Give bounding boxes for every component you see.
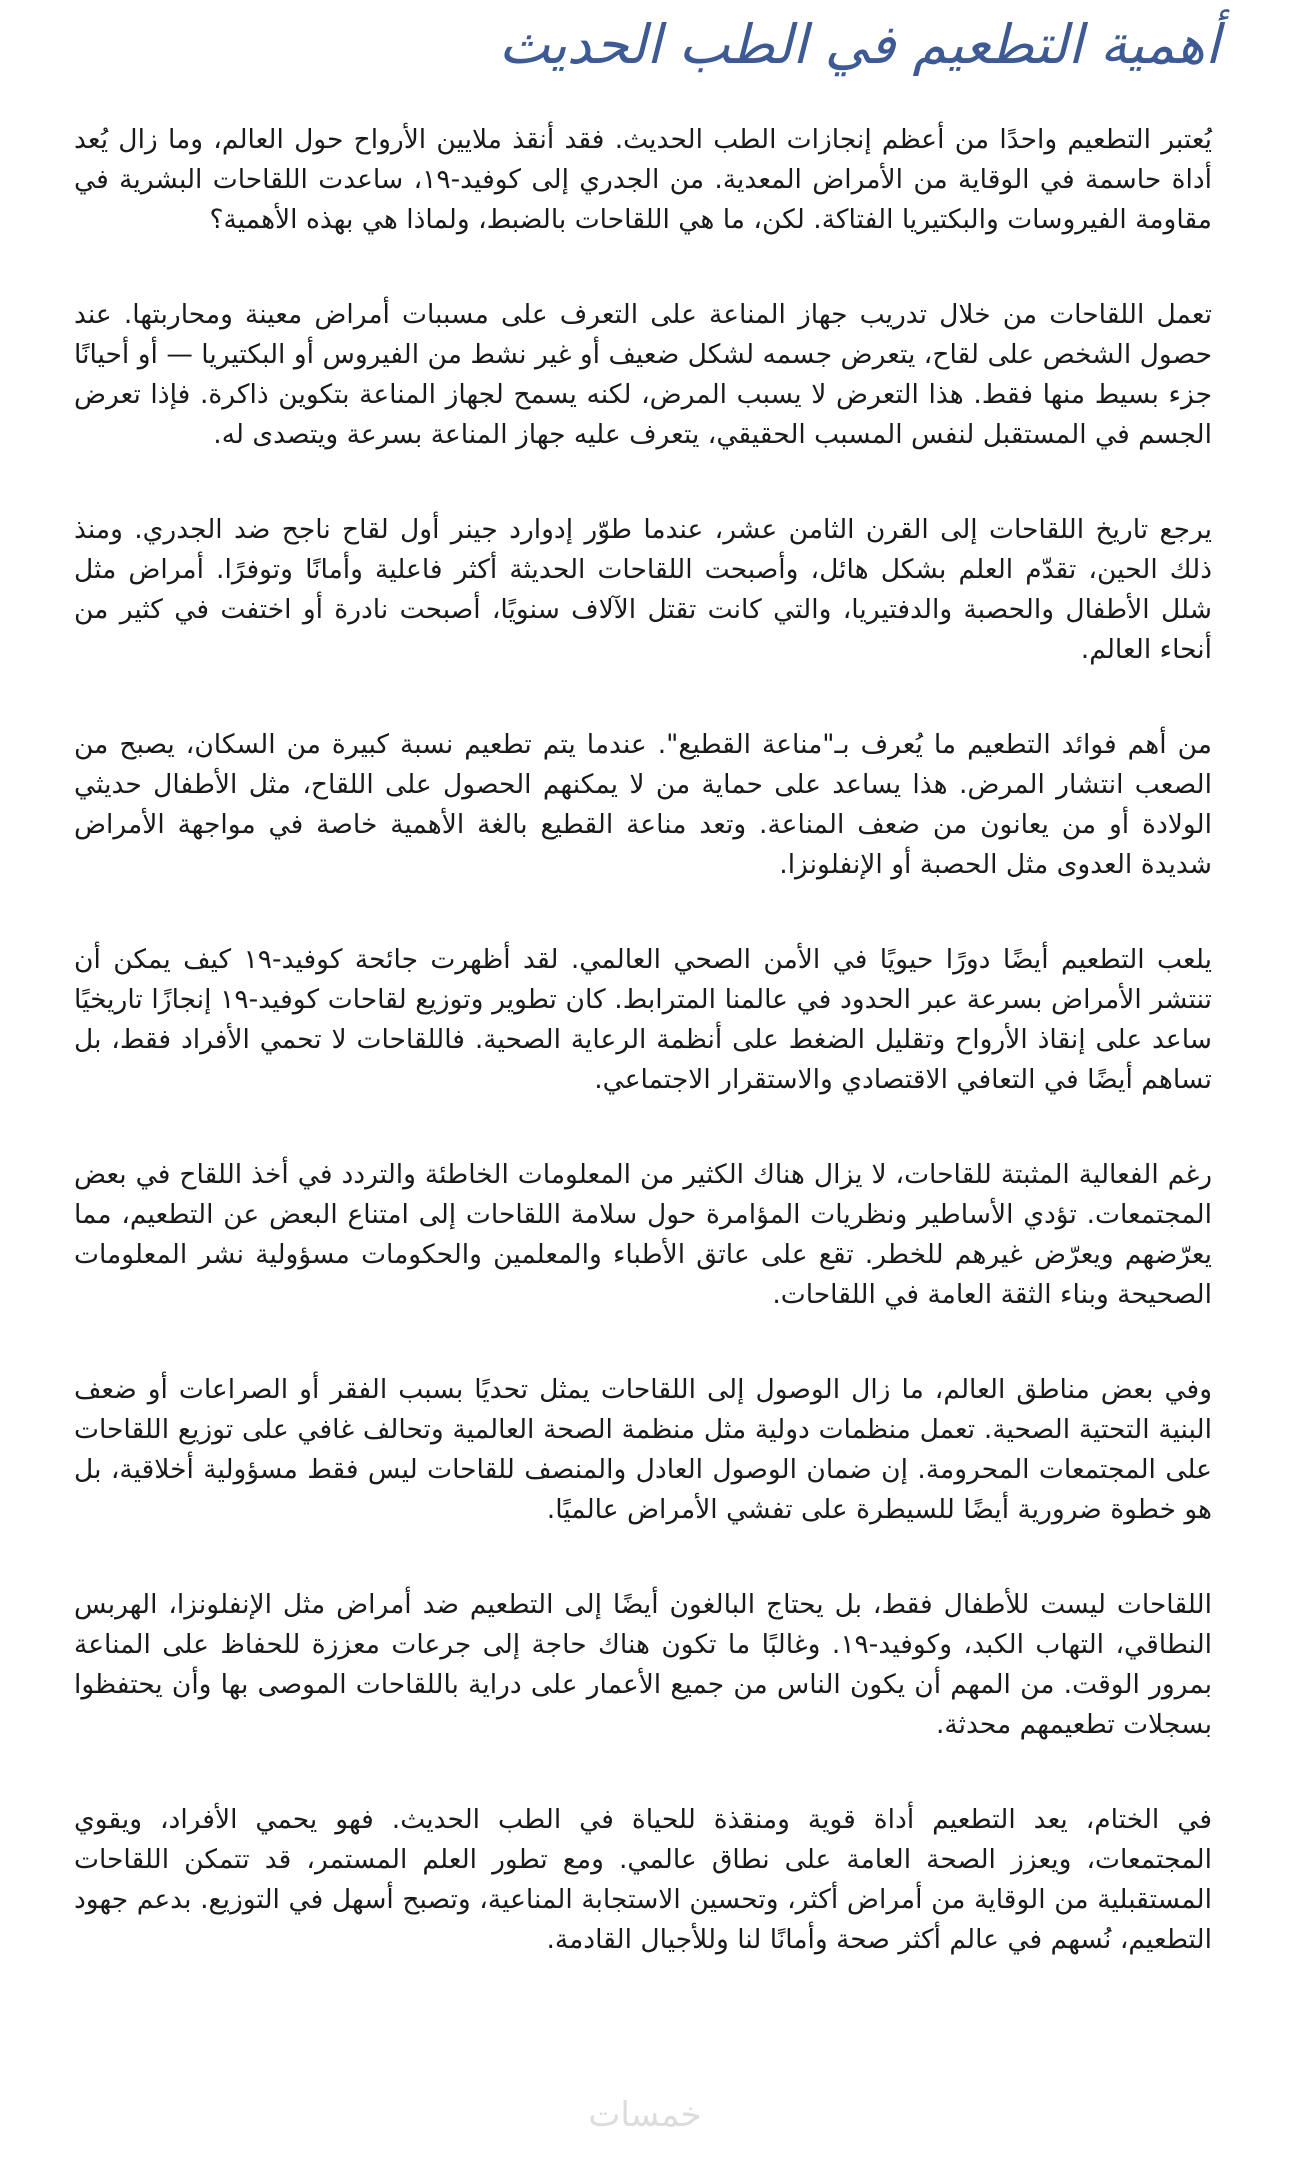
- paragraph-intro: يُعتبر التطعيم واحدًا من أعظم إنجازات الطب الحديث. فقد أنقذ ملايين الأرواح حول العالم، وما زال يُعد أداة حاسمة في الوقاية من الأمراض المعدية. من الجدري إلى كوفيد-١٩، ساعدت اللقاحات البشرية في مقاومة الفيروسات والبكتيريا الفتاكة. لكن، ما هي اللقاحات بالضبط، ولماذا هي بهذه الأهمية؟: [74, 124, 1212, 235]
- paragraph-history: يرجع تاريخ اللقاحات إلى القرن الثامن عشر، عندما طوّر إدوارد جينر أول لقاح ناجح ضد الجدري. ومنذ ذلك الحين، تقدّم العلم بشكل هائل، وأصبحت اللقاحات الحديثة أكثر فاعلية وأمانًا وتوفرًا. أمراض مثل شلل الأطفال والحصبة والدفتيريا، والتي كانت تقتل الآلاف سنويًا، أصبحت نادرة أو اختفت في كثير من أنحاء العالم.: [74, 514, 1212, 665]
- paragraph-conclusion: في الختام، يعد التطعيم أداة قوية ومنقذة للحياة في الطب الحديث. فهو يحمي الأفراد، ويقوي المجتمعات، ويعزز الصحة العامة على نطاق عالمي. ومع تطور العلم المستمر، قد تتمكن اللقاحات المستقبلية من الوقاية من أمراض أكثر، وتحسين الاستجابة المناعية، وتصبح أسهل في التوزيع. بدعم جهود التطعيم، نُسهم في عالم أكثر صحة وأمانًا لنا وللأجيال القادمة.: [74, 1804, 1212, 1955]
- article-body: [74, 120, 1212, 2015]
- page-title: أهمية التطعيم في الطب الحديث: [498, 13, 1220, 76]
- paragraph-global-health-security: يلعب التطعيم أيضًا دورًا حيويًا في الأمن الصحي العالمي. لقد أظهرت جائحة كوفيد-١٩ كيف يمكن أن تنتشر الأمراض بسرعة عبر الحدود في عالمنا المترابط. كان تطوير وتوزيع لقاحات كوفيد-١٩ إنجازًا تاريخيًا ساعد على إنقاذ الأرواح وتقليل الضغط على أنظمة الرعاية الصحية. فاللقاحات لا تحمي الأفراد فقط، بل تساهم أيضًا في التعافي الاقتصادي والاستقرار الاجتماعي.: [74, 944, 1212, 1095]
- paragraph-misinformation: رغم الفعالية المثبتة للقاحات، لا يزال هناك الكثير من المعلومات الخاطئة والتردد في أخذ اللقاح في بعض المجتمعات. تؤدي الأساطير ونظريات المؤامرة حول سلامة اللقاحات إلى امتناع البعض عن التطعيم، مما يعرّضهم ويعرّض غيرهم للخطر. تقع على عاتق الأطباء والمعلمين والحكومات مسؤولية نشر المعلومات الصحيحة وبناء الثقة العامة في اللقاحات.: [74, 1159, 1212, 1310]
- paragraph-how-vaccines-work: تعمل اللقاحات من خلال تدريب جهاز المناعة على التعرف على مسببات أمراض معينة ومحاربتها. عند حصول الشخص على لقاح، يتعرض جسمه لشكل ضعيف أو غير نشط من الفيروس أو البكتيريا — أو أحيانًا جزء بسيط منها فقط. هذا التعرض لا يسبب المرض، لكنه يسمح لجهاز المناعة بتكوين ذاكرة. فإذا تعرض الجسم في المستقبل لنفس المسبب الحقيقي، يتعرف عليه جهاز المناعة بسرعة ويتصدى له.: [74, 299, 1212, 450]
- paragraph-herd-immunity: من أهم فوائد التطعيم ما يُعرف بـ"مناعة القطيع". عندما يتم تطعيم نسبة كبيرة من السكان، يصبح من الصعب انتشار المرض. هذا يساعد على حماية من لا يمكنهم الحصول على اللقاح، مثل الأطفال حديثي الولادة أو من يعانون من ضعف المناعة. وتعد مناعة القطيع بالغة الأهمية خاصة في مواجهة الأمراض شديدة العدوى مثل الحصبة أو الإنفلونزا.: [74, 729, 1212, 880]
- paragraph-adults: اللقاحات ليست للأطفال فقط، بل يحتاج البالغون أيضًا إلى التطعيم ضد أمراض مثل الإنفلونزا، الهربس النطاقي، التهاب الكبد، وكوفيد-١٩. وغالبًا ما تكون هناك حاجة إلى جرعات معززة للحفاظ على المناعة بمرور الوقت. من المهم أن يكون الناس من جميع الأعمار على دراية باللقاحات الموصى بها وأن يحتفظوا بسجلات تطعيمهم محدثة.: [74, 1589, 1213, 1740]
- paragraph-access: وفي بعض مناطق العالم، ما زال الوصول إلى اللقاحات يمثل تحديًا بسبب الفقر أو الصراعات أو ضعف البنية التحتية الصحية. تعمل منظمات دولية مثل منظمة الصحة العالمية وتحالف غافي على توزيع اللقاحات على المجتمعات المحرومة. إن ضمان الوصول العادل والمنصف للقاحات ليس فقط مسؤولية أخلاقية، بل هو خطوة ضرورية أيضًا للسيطرة على تفشي الأمراض عالميًا.: [74, 1374, 1212, 1525]
- watermark-logo: خمسات: [588, 2095, 702, 2135]
